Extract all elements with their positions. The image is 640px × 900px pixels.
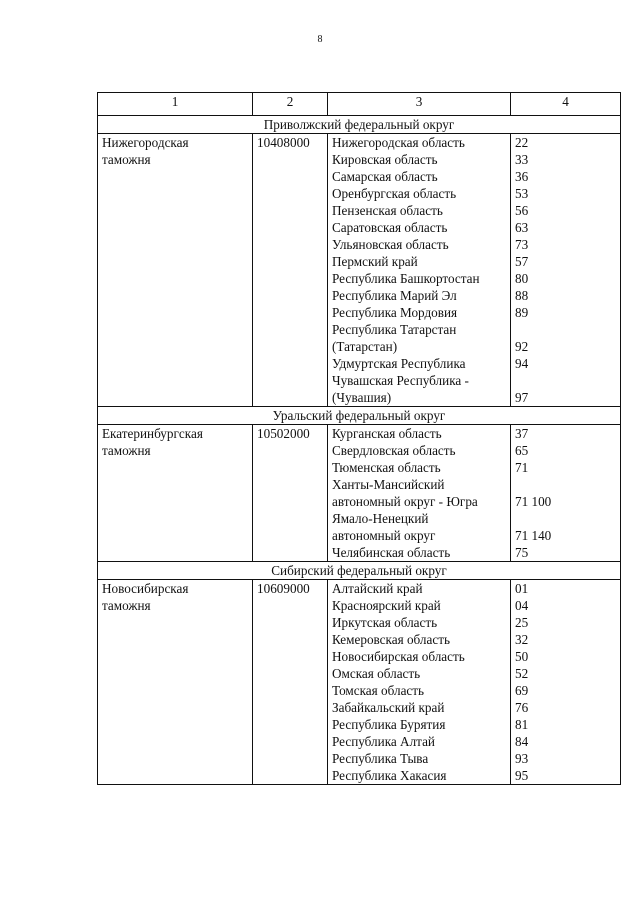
- region-code: 57: [515, 254, 529, 269]
- region-code: 53: [515, 186, 529, 201]
- region-name: Республика Башкортостан: [332, 271, 480, 286]
- region-name: автономный округ - Югра: [332, 494, 478, 509]
- region-name: Саратовская область: [332, 220, 448, 235]
- customs-name-line: Екатеринбургская: [102, 426, 203, 441]
- region-code: 97: [515, 390, 529, 405]
- customs-code: 10609000: [257, 581, 310, 596]
- region-codes-cell: [511, 134, 621, 407]
- region-code: 84: [515, 734, 529, 749]
- region-code: 56: [515, 203, 529, 218]
- region-name: Республика Тыва: [332, 751, 429, 766]
- region-name: Республика Алтай: [332, 734, 435, 749]
- regions-cell: [328, 580, 511, 785]
- table-header-row: [98, 93, 621, 116]
- region-name: Самарская область: [332, 169, 438, 184]
- district-title: Уральский федеральный округ: [98, 407, 621, 425]
- customs-code: 10502000: [257, 426, 310, 441]
- page-number: 8: [317, 34, 323, 45]
- region-name: автономный округ: [332, 528, 436, 543]
- region-code: 94: [515, 356, 529, 371]
- region-code: 63: [515, 220, 529, 235]
- region-name: Тюменская область: [332, 460, 441, 475]
- region-code: 33: [515, 152, 529, 167]
- region-name: (Татарстан): [332, 339, 398, 354]
- region-name: Кемеровская область: [332, 632, 450, 647]
- column-header-1: 1: [98, 93, 253, 116]
- region-name: Новосибирская область: [332, 649, 465, 664]
- region-name: Томская область: [332, 683, 425, 698]
- customs-name-line: Нижегородская: [102, 135, 189, 150]
- customs-row: [98, 580, 621, 785]
- customs-name-line: Новосибирская: [102, 581, 189, 596]
- region-code: 80: [515, 271, 529, 286]
- district-title: Сибирский федеральный округ: [98, 562, 621, 580]
- region-name: Челябинская область: [332, 545, 451, 560]
- region-name: Алтайский край: [332, 581, 423, 596]
- customs-row: [98, 425, 621, 562]
- region-name: Ульяновская область: [332, 237, 449, 252]
- region-name: Республика Марий Эл: [332, 288, 457, 303]
- region-name: Ямало-Ненецкий: [332, 511, 429, 526]
- region-code: 50: [515, 649, 529, 664]
- district-row: [98, 407, 621, 425]
- region-code: 75: [515, 545, 529, 560]
- region-name: Республика Хакасия: [332, 768, 447, 783]
- region-code: 71 140: [515, 528, 552, 543]
- region-name: Забайкальский край: [332, 700, 445, 715]
- column-header-4: 4: [511, 93, 621, 116]
- region-code: 73: [515, 237, 529, 252]
- region-name: Омская область: [332, 666, 421, 681]
- region-name: Красноярский край: [332, 598, 441, 613]
- column-header-3: 3: [328, 93, 511, 116]
- table-body: [98, 116, 621, 785]
- region-code: 95: [515, 768, 529, 783]
- region-code: 88: [515, 288, 529, 303]
- customs-code-cell: [253, 425, 328, 562]
- customs-name-cell: [98, 425, 253, 562]
- region-name: Республика Мордовия: [332, 305, 458, 320]
- column-header-2: 2: [253, 93, 328, 116]
- region-name: Иркутская область: [332, 615, 438, 630]
- region-name: Кировская область: [332, 152, 438, 167]
- region-code: 52: [515, 666, 529, 681]
- region-name: (Чувашия): [332, 390, 392, 405]
- region-name: Пензенская область: [332, 203, 443, 218]
- region-name: Курганская область: [332, 426, 442, 441]
- region-name: Свердловская область: [332, 443, 456, 458]
- region-code: 89: [515, 305, 529, 320]
- region-name: Чувашская Республика -: [332, 373, 469, 388]
- region-code: 22: [515, 135, 529, 150]
- regions-cell: [328, 425, 511, 562]
- district-title: Приволжский федеральный округ: [98, 116, 621, 134]
- region-code: 93: [515, 751, 529, 766]
- customs-name-line: таможня: [102, 443, 151, 458]
- customs-name-cell: [98, 580, 253, 785]
- region-code: 76: [515, 700, 529, 715]
- customs-name-line: таможня: [102, 598, 151, 613]
- district-row: [98, 116, 621, 134]
- region-name: Пермский край: [332, 254, 418, 269]
- customs-code: 10408000: [257, 135, 310, 150]
- customs-name-cell: [98, 134, 253, 407]
- region-code: 36: [515, 169, 529, 184]
- customs-code-cell: [253, 134, 328, 407]
- region-codes-cell: [511, 580, 621, 785]
- customs-regions-table: [97, 92, 621, 785]
- region-name: Республика Бурятия: [332, 717, 446, 732]
- region-code: 65: [515, 443, 529, 458]
- region-code: 71: [515, 460, 529, 475]
- region-name: Ханты-Мансийский: [332, 477, 445, 492]
- customs-row: [98, 134, 621, 407]
- customs-code-cell: [253, 580, 328, 785]
- region-name: Нижегородская область: [332, 135, 465, 150]
- region-code: 37: [515, 426, 529, 441]
- region-code: 01: [515, 581, 529, 596]
- region-code: 71 100: [515, 494, 552, 509]
- region-name: Удмуртская Республика: [332, 356, 466, 371]
- customs-name-line: таможня: [102, 152, 151, 167]
- region-code: 32: [515, 632, 529, 647]
- region-code: 81: [515, 717, 529, 732]
- region-name: Республика Татарстан: [332, 322, 457, 337]
- region-codes-cell: [511, 425, 621, 562]
- region-code: 04: [515, 598, 529, 613]
- region-code: 92: [515, 339, 529, 354]
- regions-cell: [328, 134, 511, 407]
- region-code: 69: [515, 683, 529, 698]
- region-code: 25: [515, 615, 529, 630]
- district-row: [98, 562, 621, 580]
- region-name: Оренбургская область: [332, 186, 457, 201]
